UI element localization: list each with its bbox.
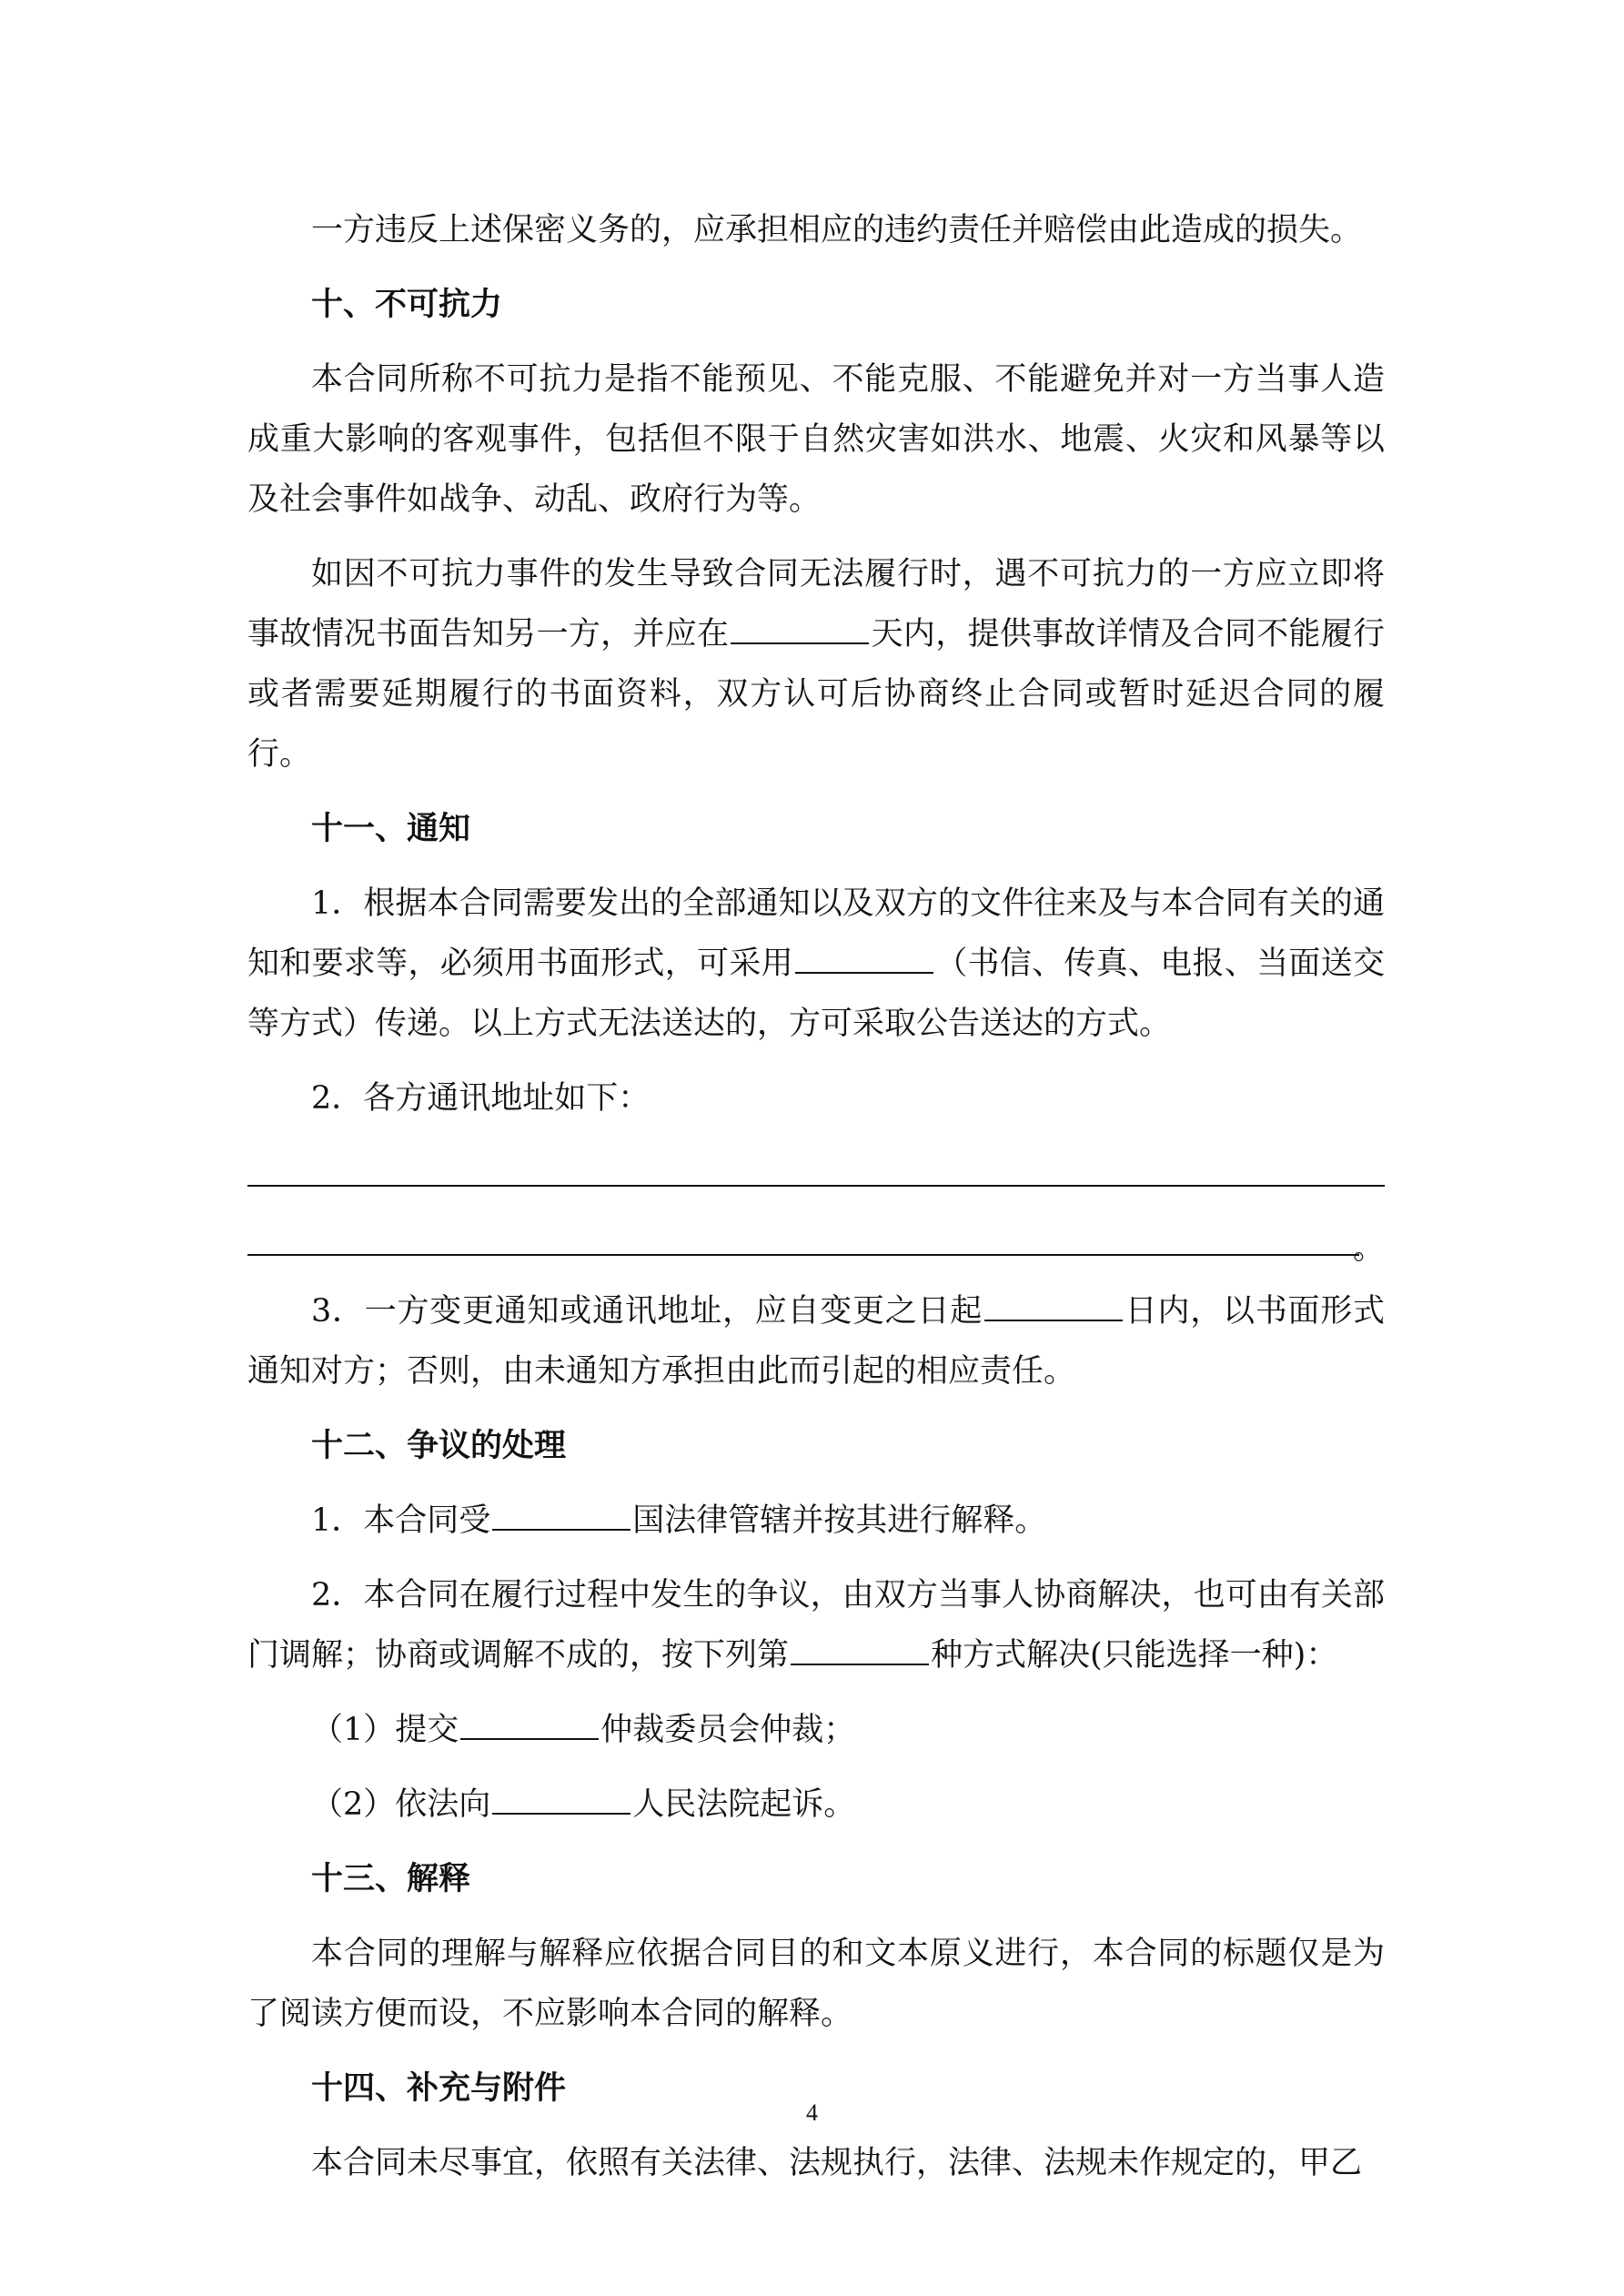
page-number: 4 [806,2099,818,2126]
contract-body [247,200,1385,2208]
text-segment: 国法律管辖并按其进行解释。 [632,1502,1047,1539]
text-segment: 人民法院起诉。 [632,1786,856,1823]
text-segment: 3．一方变更通知或通讯地址，应自变更之日起 [311,1293,983,1330]
dispute-item-1 [247,1491,1385,1551]
notice-item-2: 2．各方通讯地址如下： [311,1080,651,1117]
text-segment: （书信、传真、电报、当面送交等方式）传递。以上方式无法送达的，方可采取公告送达的方式。 [247,946,1385,1042]
text-segment: 日内，以书面形式通知对方；否则，由未通知方承担由此而引起的相应责任。 [247,1293,1385,1390]
address-line-2 [247,1212,1385,1272]
heading-notice: 十一、通知 [311,810,471,847]
address-rule [247,1254,1359,1256]
paragraph-interpretation: 本合同的理解与解释应依据合同目的和文本原义进行，本合同的标题仅是为了阅读方便而设，不应影响本合同的解释。 [247,1936,1385,2032]
text-segment: 1．根据本合同需要发出的全部通知以及双方的文件往来及与本合同有关的通知和要求等，必须用书面形式，可采用 [247,885,1385,982]
address-line-end-mark: 。 [1352,1230,1385,1267]
dispute-item-2 [247,1565,1385,1685]
address-rule [247,1185,1385,1187]
text-segment: 1．本合同受 [311,1502,491,1539]
paragraph-supplement: 本合同未尽事宜，依照有关法律、法规执行，法律、法规未作规定的，甲乙 [311,2145,1363,2181]
blank-country-field [492,1496,630,1531]
text-segment: 2．本合同在履行过程中发生的争议，由双方当事人协商解决，也可由有关部门调解；协商或调解不成的，按下列第 [247,1577,1385,1674]
text-segment: 仲裁委员会仲裁； [600,1712,856,1748]
paragraph-confidentiality-end: 一方违反上述保密义务的，应承担相应的违约责任并赔偿由此造成的损失。 [311,212,1363,248]
text-segment: 天内，提供事故详情及合同不能履行或者需要延期履行的书面资料，双方认可后协商终止合同或暂时延迟合同的履行。 [247,616,1385,773]
text-segment: （1）提交 [311,1712,459,1748]
address-line-1 [247,1143,1385,1203]
heading-supplement: 十四、补充与附件 [311,2069,567,2107]
paragraph-force-majeure-definition: 本合同所称不可抗力是指不能预见、不能克服、不能避免并对一方当事人造成重大影响的客观事件，包括但不限于自然灾害如洪水、地震、火灾和风暴等以及社会事件如战争、动乱、政府行为等。 [247,361,1385,518]
blank-option-field [791,1631,929,1665]
blank-court-field [492,1780,630,1815]
text-segment: 如因不可抗力事件的发生导致合同无法履行时，遇不可抗力的一方应立即将事故情况书面告知另一方，并应在 [247,556,1385,652]
heading-force-majeure: 十、不可抗力 [311,286,503,323]
blank-days-field [984,1287,1123,1321]
paragraph-force-majeure-notice [247,544,1385,784]
blank-arbitration-field [460,1705,599,1740]
text-segment: （2）依法向 [311,1786,491,1823]
heading-dispute: 十二、争议的处理 [311,1427,567,1464]
blank-days-field [731,610,869,644]
notice-item-1 [247,874,1385,1054]
dispute-option-1 [247,1700,1385,1760]
dispute-option-2 [247,1775,1385,1835]
text-segment: 种方式解决(只能选择一种)： [931,1637,1338,1674]
heading-interpretation: 十三、解释 [311,1860,471,1897]
notice-item-3 [247,1281,1385,1401]
blank-method-field [795,939,933,974]
